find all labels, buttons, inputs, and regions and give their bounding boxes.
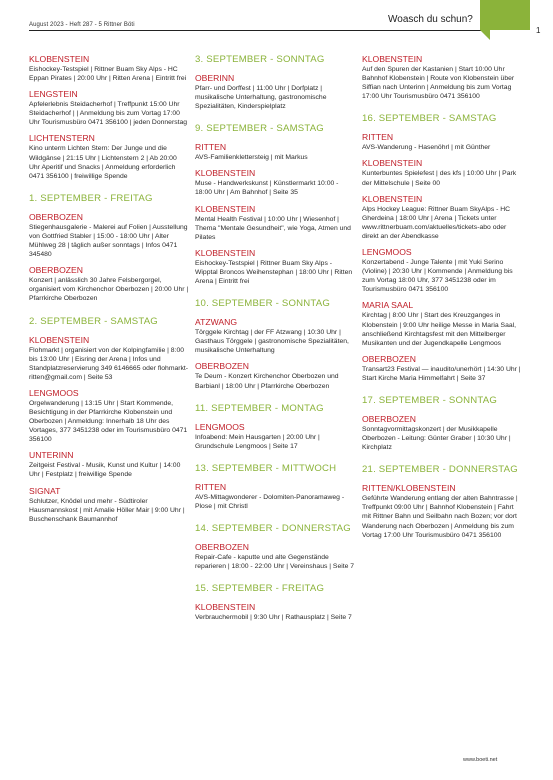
event-location: RITTEN/KLOBENSTEIN <box>362 483 456 494</box>
column-3 <box>362 48 522 540</box>
event-details: Verbrauchermobil | 9:30 Uhr | Rathausplatz | Seite 7 <box>195 614 352 622</box>
event-location: LICHTENSTERN <box>29 133 95 144</box>
event-location: OBERBOZEN <box>29 211 83 222</box>
event-location: RITTEN <box>195 481 227 492</box>
event-location: ATZWANG <box>195 317 238 328</box>
event-location: KLOBENSTEIN <box>29 334 90 345</box>
date-heading: 3. SEPTEMBER - SONNTAG <box>195 54 325 65</box>
date-heading: 11. SEPTEMBER - MONTAG <box>195 402 324 414</box>
event-details: Geführte Wanderung entlang der alten Bahntrasse | Treffpunkt 09:00 Uhr | Bahnhof Klobenstein | Fahrt mit Rittner Bahn und Seilbahn nach Bozen; vor dort Wanderung nach Oberbozen | Anmeldung bis zum Vortag 17:00 Uhr Tourismusbüro 0471 356100 <box>362 495 518 539</box>
event-details: Transart23 Festival — inaudito/unerhört | 14:30 Uhr | Start Kirche Maria Himmelfahrt | Seite 37 <box>362 365 521 382</box>
event-details: Flohmarkt | organisiert von der Kolpingfamilie | 8:00 bis 13:00 Uhr | Eisring der Arena | Infos und Standplatzreservierung 349 6146665 oder flohmarkt-ritten@gmail.com | Seite 53 <box>29 346 189 381</box>
event-details: Alps Hockey League: Rittner Buam SkyAlps - HC Gherdeina | 18:00 Uhr | Arena | Tickets unter www.rittnerbuam.com/aktuelles/tickets-abo oder direkt an der Abendkasse <box>362 205 511 240</box>
event-details: Schlutzer, Knödel und mehr - Südtiroler Hausmannskost | mit Amalie Höller Mair | 9:00 Uhr | Buschenschank Baumannhof <box>29 497 185 523</box>
event-details: Orgelwanderung | 13:15 Uhr | Start Kommende, Besichtigung in der Pfarrkirche Klobenstein und Oberbozen | Anmeldung: Innerhalb 18 Uhr des Vortages, 377 3451238 oder im Tourismusbüro 0471 356100 <box>29 399 188 444</box>
event-location: KLOBENSTEIN <box>195 602 256 613</box>
event-details: Repair-Cafe - kaputte und alte Gegenstände reparieren | 18:00 - 22:00 Uhr | Vereinshaus | Seite 7 <box>195 553 355 571</box>
event-location: OBERBOZEN <box>362 353 416 364</box>
date-heading: 16. SEPTEMBER - SAMSTAG <box>362 113 497 125</box>
event-details: Törggele Kirchtag | der FF Atzwang | 10:30 Uhr | Gasthaus Törggele | gastronomische Spezialitäten, musikalische Unterhaltung <box>195 329 349 355</box>
event-details: Eishockey-Testspiel | Rittner Buam Sky Alps - HC Eppan Pirates | 20:00 Uhr | Ritten Arena | Eintritt frei <box>29 66 187 83</box>
event-details: Pfarr- und Dorffest | 11:00 Uhr | Dorfplatz | musikalische Unterhaltung, gastronomische Spezialitäten, Kinderspielplatz <box>195 85 327 111</box>
event-location: KLOBENSTEIN <box>195 203 256 214</box>
date-heading: 10. SEPTEMBER - SONNTAG <box>195 298 331 310</box>
event-details: Konzertabend - Junge Talente | mit Yuki Serino (Violine) | 20:30 Uhr | Kommende | Anmeldung bis zum Vortag 18:00 Uhr, 377 3451238 oder im Tourismusbüro 0471 356100 <box>362 259 513 294</box>
page-number: 1 <box>536 26 541 35</box>
event-location: LENGSTEIN <box>29 89 78 100</box>
event-details: Zeitgeist Festival - Musik, Kunst und Kultur | 14:00 Uhr | Festplatz | freiwillige Spende <box>29 462 181 479</box>
event-details: AVS-Mittagwonderer - Dolomiten-Panoramaweg - Plose | mit Christl <box>195 493 345 510</box>
event-details: Stiegenhausgalerie - Malerei auf Folien | Ausstellung von Gottfried Stabler | 15:00 - 18:00 Uhr | Alter Mühlweg 28 | täglich außer sonntags | Infos 0471 345480 <box>29 223 188 259</box>
event-location: RITTEN <box>362 132 394 143</box>
event-location: OBERBOZEN <box>195 361 249 372</box>
event-location: OBERINN <box>195 73 235 83</box>
footer-url: www.boeti.net <box>463 757 498 763</box>
event-details: Te Deum - Konzert Kirchenchor Oberbozen und Barbianl | 18:00 Uhr | Pfarrkirche Oberbozen <box>195 373 339 390</box>
header-rule <box>29 30 488 31</box>
date-heading: 17. SEPTEMBER - SONNTAG <box>362 394 498 406</box>
column-2 <box>195 48 355 622</box>
date-heading: 13. SEPTEMBER - MITTWOCH <box>195 462 337 474</box>
event-details: Kirchtag | 8:00 Uhr | Start des Kreuzganges in Klobenstein | 9:00 Uhr heilige Messe in Maria Saal, anschließend Kirchtagsfest mit den Mittelberger Musikanten und der Jugendkapelle Lengmoos <box>362 312 517 347</box>
column-1 <box>29 48 189 524</box>
event-location: KLOBENSTEIN <box>362 54 423 64</box>
event-details: Apfelerlebnis Steidacherhof | Treffpunkt 15:00 Uhr Steidacherhof | | Anmeldung bis zum Vortag 17:00 Uhr Tourismusbüro 0471 356100 | jeden Donnerstag <box>29 101 188 127</box>
event-location: LENGMOOS <box>195 421 245 432</box>
section-title: Woasch du schun? <box>388 14 473 25</box>
event-location: OBERBOZEN <box>362 413 416 424</box>
issue-info: August 2023 - Heft 287 - 5 Rittner Böti <box>29 22 135 28</box>
event-location: KLOBENSTEIN <box>362 158 423 169</box>
event-details: Kino unterm Lichten Stern: Der Junge und die Wildgänse | 21:15 Uhr | Lichtenstern 2 | Ab 20:00 Uhr Aperitif und Snacks | Anmeldung erforderlich 0471 356100 | freiwillige Spende <box>29 145 177 180</box>
event-location: SIGNAT <box>29 485 61 496</box>
page-header <box>0 0 553 40</box>
date-heading: 21. SEPTEMBER - DONNERSTAG <box>362 464 518 476</box>
event-location: OBERBOZEN <box>195 541 249 552</box>
event-details: Eishockey-Testspiel | Rittner Buam Sky Alps - Wipptal Broncos Weihenstephan | 18:00 Uhr | Ritten Arena | Eintritt frei <box>195 259 353 286</box>
event-details: Mental Health Festival | 10:00 Uhr | Wiesenhof | Thema "Mentale Gesundheit", wie Yoga, Atmen und Pilates <box>195 215 351 241</box>
date-heading: 9. SEPTEMBER - SAMSTAG <box>195 123 324 135</box>
event-location: UNTERINN <box>29 450 74 461</box>
event-location: LENGMOOS <box>29 387 79 398</box>
event-location: KLOBENSTEIN <box>195 168 256 179</box>
event-details: Auf den Spuren der Kastanien | Start 10:00 Uhr Bahnhof Klobenstein | Route von Klobenstein über Siffian nach Unterinn | Anmeldung bis zum Vortag 17:00 Uhr Tourismusbüro 0471 356100 <box>362 66 515 101</box>
event-location: MARIA SAAL <box>362 300 414 311</box>
date-heading: 14. SEPTEMBER - DONNERSTAG <box>195 522 351 534</box>
event-details: AVS-Wanderung - Hasenöhrl | mit Günther <box>362 144 491 152</box>
event-location: RITTEN <box>195 142 227 153</box>
event-location: KLOBENSTEIN <box>195 247 256 258</box>
event-location: LENGMOOS <box>362 247 412 258</box>
event-details: Sonntagvormittagskonzert | der Musikkapelle Oberbozen - Leitung: Günter Graber | 10:30 Uhr | Kirchplatz <box>362 425 511 452</box>
date-heading: 1. SEPTEMBER - FREITAG <box>29 192 153 204</box>
date-heading: 2. SEPTEMBER - SAMSTAG <box>29 315 158 327</box>
event-details: Muse - Handwerkskunst | Künstlermarkt 10:00 - 18:00 Uhr | Am Bahnhof | Seite 35 <box>195 180 339 197</box>
date-heading: 15. SEPTEMBER - FREITAG <box>195 583 325 595</box>
event-details: AVS-Familienklettersteig | mit Markus <box>195 154 308 162</box>
event-location: KLOBENSTEIN <box>29 54 90 64</box>
event-details: Kunterbuntes Spielefest | des kfs | 10:00 Uhr | Park der Mittelschule | Seite 00 <box>362 170 517 187</box>
event-details: Infoabend: Mein Hausgarten | 20:00 Uhr | Grundschule Lengmoos | Seite 17 <box>195 433 320 450</box>
event-location: KLOBENSTEIN <box>362 193 423 204</box>
event-details: Konzert | anlässlich 30 Jahre Felsbergorgel, organisiert vom Kirchenchor Oberbozen | 20:00 Uhr | Pfarrkirche Oberbozen <box>29 277 189 303</box>
header-accent-tab <box>480 0 530 30</box>
event-location: OBERBOZEN <box>29 265 83 276</box>
